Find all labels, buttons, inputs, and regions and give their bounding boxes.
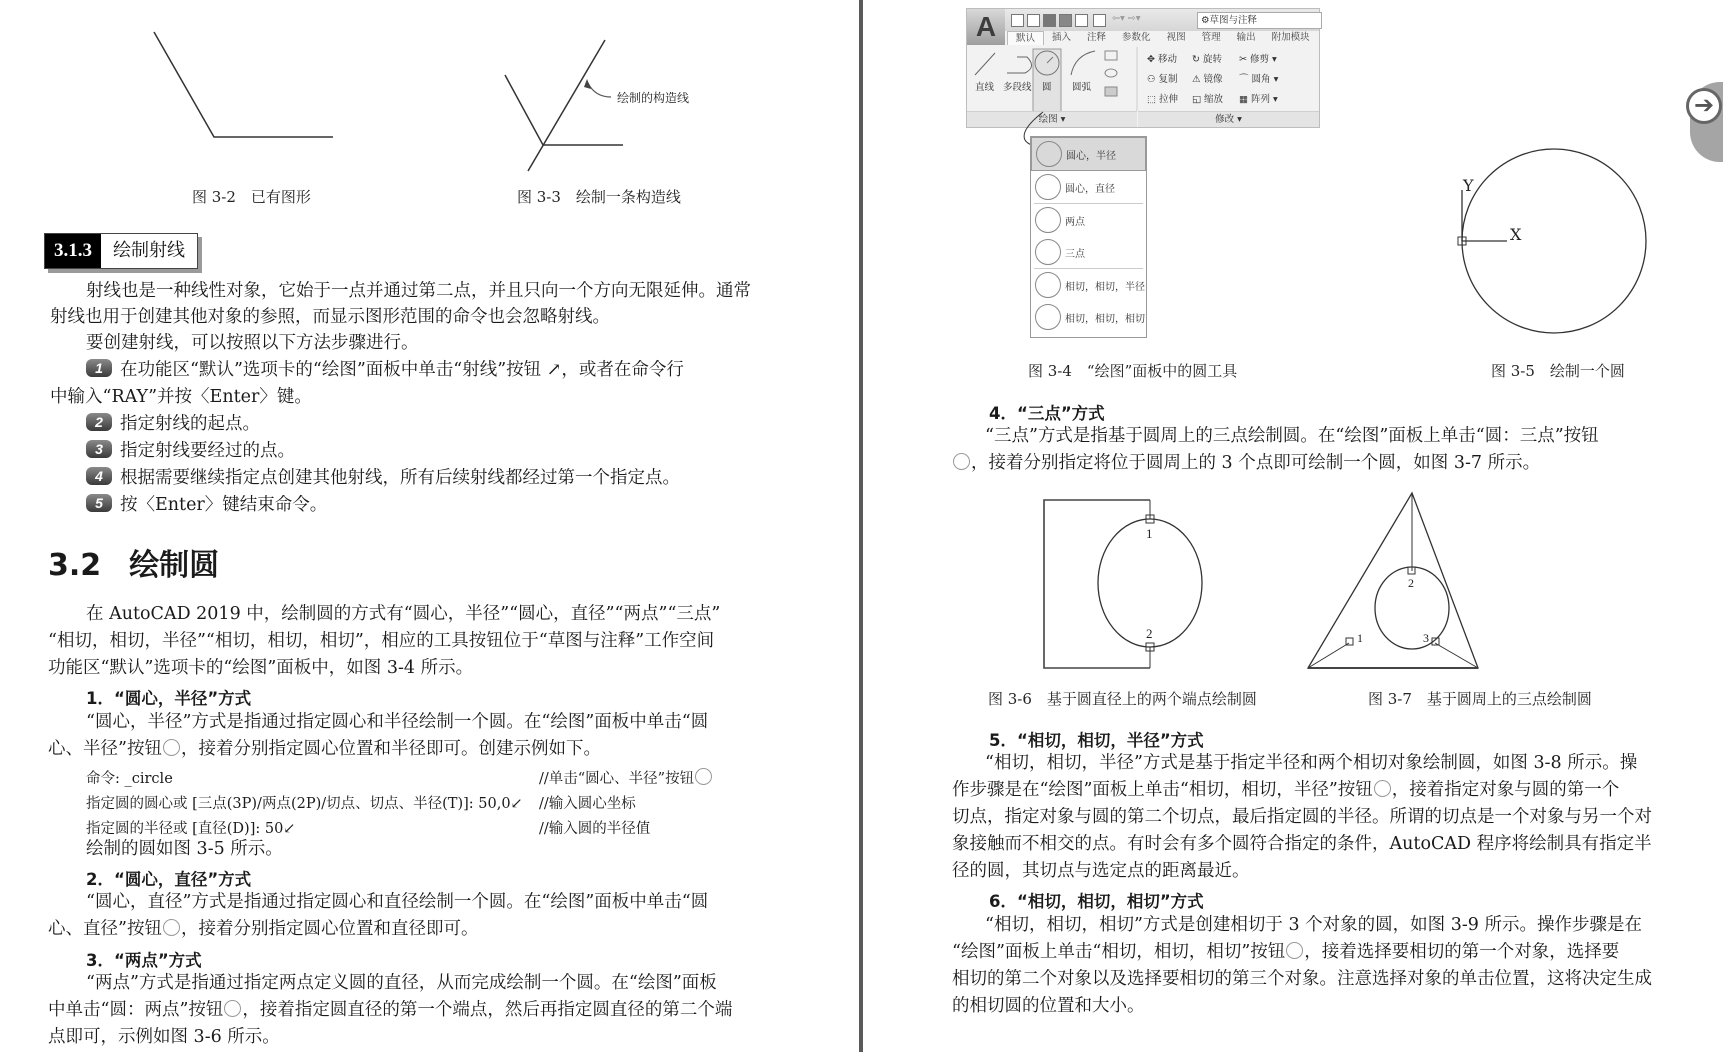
- circle-two-point-icon: [1035, 207, 1061, 233]
- figure-3-4-caption: 图 3-4 “绘图”面板中的圆工具: [1028, 362, 1238, 380]
- undo-icon: ⇦▾ ⇨▾: [1112, 13, 1141, 24]
- figure-3-2-drawing: [140, 25, 340, 145]
- menu-item-center-diameter: 圆心，直径: [1031, 171, 1146, 203]
- tab-manage: 管理: [1201, 32, 1221, 43]
- circle-dropdown-menu: [1030, 136, 1147, 338]
- section-number: 3.1.3: [45, 234, 101, 268]
- tool-polyline: 多段线: [1003, 82, 1032, 93]
- tab-insert: 插入: [1052, 32, 1072, 43]
- step-badge: 1: [86, 359, 112, 377]
- axis-x-label: X: [1510, 225, 1522, 244]
- step-3: 3 指定射线要经过的点。: [86, 438, 295, 465]
- circle-tan-tan-radius-icon: [1035, 272, 1061, 298]
- step-badge: 5: [86, 494, 112, 512]
- paragraph-line: 象接触而不相交的点。有时会有多个圆符合指定的条件，AutoCAD 程序将绘制具有指定半: [952, 834, 1652, 854]
- command-comment: //输入圆心坐标: [539, 796, 636, 812]
- tab-view: 视图: [1166, 32, 1186, 43]
- paragraph-line: “相切，相切，半径”方式是基于指定半径和两个相切对象绘制圆，如图 3-8 所示。操: [985, 753, 1638, 773]
- command-line: 指定圆的半径或 [直径(D)]: 50↙: [86, 821, 296, 837]
- paragraph-line: 心、半径”按钮 ，接着分别指定圆心位置和半径即可。创建示例如下。: [48, 739, 601, 759]
- tool-rotate: ↻ 旋转: [1192, 54, 1222, 65]
- menu-item-three-point: 三点: [1031, 236, 1146, 268]
- paragraph-line: 射线也是一种线性对象，它始于一点并通过第二点，并且只向一个方向无限延伸。通常: [86, 281, 751, 301]
- paragraph-line: 功能区“默认”选项卡的“绘图”面板中，如图 3-4 所示。: [48, 658, 474, 678]
- plot-icon: [1075, 14, 1088, 27]
- figure-3-7-caption: 图 3-7 基于圆周上的三点绘制圆: [1368, 690, 1592, 708]
- step-badge: 4: [86, 467, 112, 485]
- method-heading: 5．“相切，相切，半径”方式: [989, 731, 1204, 750]
- panel-draw-label: 绘图 ▾: [967, 111, 1137, 127]
- save-icon: [1043, 14, 1056, 27]
- paragraph-line: 中输入“RAY”并按〈Enter〉键。: [50, 387, 312, 407]
- paragraph-line: 相切的第二个对象以及选择要相切的第三个对象。注意选择对象的单击位置，这将决定生成: [952, 969, 1652, 989]
- next-page-arrow-icon[interactable]: ➔: [1686, 88, 1722, 124]
- command-line: 指定圆的圆心或 [三点(3P)/两点(2P)/切点、切点、半径(T)]: 50,0↙: [86, 796, 523, 812]
- svg-text:1: 1: [1146, 526, 1153, 541]
- circle-center-radius-icon: [1036, 141, 1062, 167]
- command-comment: //单击“圆心、半径”按钮: [539, 767, 713, 788]
- paragraph-line: 绘制的圆如图 3-5 所示。: [86, 839, 283, 859]
- tool-scale: ◱ 缩放: [1192, 94, 1224, 105]
- print-icon: [1093, 14, 1106, 27]
- step-1: 1 在功能区“默认”选项卡的“绘图”面板中单击“射线”按钮 ↗，或者在命令行: [86, 357, 684, 384]
- tool-copy: ⚇ 复制: [1147, 74, 1178, 85]
- circle-tan-tan-radius-icon: [1374, 780, 1391, 797]
- tab-default: 默认: [1007, 31, 1044, 45]
- figure-3-2-caption: 图 3-2 已有图形: [192, 188, 311, 206]
- autocad-logo: A: [967, 9, 1005, 45]
- paragraph-line: 要创建射线，可以按照以下方法步骤进行。: [86, 333, 419, 353]
- workspace-selector: ⚙草图与注释: [1197, 12, 1322, 29]
- tool-array: ▦ 阵列 ▾: [1239, 94, 1278, 105]
- open-file-icon: [1027, 14, 1040, 27]
- tool-move: ✥ 移动: [1147, 54, 1177, 65]
- section-heading-3-1-3: [44, 233, 198, 269]
- paragraph-line: 心、直径”按钮 ，接着分别指定圆心位置和直径即可。: [48, 919, 479, 939]
- paragraph-line: 切点，指定对象与圆的第二个切点，最后指定圆的半径。所谓的切点是一个对象与另一个对: [952, 807, 1652, 827]
- circle-tan-tan-tan-icon: [1035, 304, 1061, 330]
- tool-circle: 圆: [1042, 82, 1052, 93]
- tab-output: 输出: [1236, 32, 1256, 43]
- section-title: 绘制射线: [113, 240, 185, 261]
- step-4: 4 根据需要继续指定点创建其他射线，所有后续射线都经过第一个指定点。: [86, 465, 680, 492]
- step-5: 5 按〈Enter〉键结束命令。: [86, 492, 327, 519]
- paragraph-line: 径的圆，其切点与选定点的距离最近。: [952, 861, 1250, 881]
- figure-3-7-drawing: [1305, 485, 1505, 675]
- method-heading: 1．“圆心，半径”方式: [86, 689, 252, 708]
- command-comment: //输入圆的半径值: [539, 821, 651, 837]
- chapter-heading-3-2: 3.2 绘制圆: [48, 548, 220, 583]
- paragraph-line: 点即可，示例如图 3-6 所示。: [48, 1027, 280, 1047]
- axis-y-label: Y: [1463, 176, 1474, 195]
- figure-3-5-caption: 图 3-5 绘制一个圆: [1491, 362, 1625, 380]
- tool-fillet: ⌒ 圆角 ▾: [1239, 74, 1279, 85]
- menu-item-tan-tan-radius: 相切，相切，半径: [1031, 269, 1146, 301]
- paragraph-line: “相切，相切，相切”方式是创建相切于 3 个对象的圆，如图 3-9 所示。操作步骤是在: [985, 915, 1642, 935]
- paragraph-line: “相切，相切，半径”“相切，相切，相切”，相应的工具按钮位于“草图与注释”工作空间: [48, 631, 715, 651]
- svg-text:2: 2: [1408, 576, 1414, 590]
- tool-trim: ✂ 修剪 ▾: [1239, 54, 1277, 65]
- paragraph-line: “三点”方式是指基于圆周上的三点绘制圆。在“绘图”面板上单击“圆：三点”按钮: [985, 426, 1599, 446]
- tool-arc: 圆弧: [1072, 82, 1092, 93]
- figure-3-3-annotation: 绘制的构造线: [617, 91, 690, 105]
- paragraph-line: “圆心，直径”方式是指通过指定圆心和直径绘制一个圆。在“绘图”面板中单击“圆: [86, 892, 709, 912]
- paragraph-line: 作步骤是在“绘图”面板上单击“相切，相切，半径”按钮 ，接着指定对象与圆的第一个: [952, 780, 1620, 800]
- left-page: [0, 0, 858, 1052]
- circle-center-diameter-icon: [1035, 174, 1061, 200]
- menu-item-two-point: 两点: [1031, 204, 1146, 236]
- paragraph-line: 在 AutoCAD 2019 中，绘制圆的方式有“圆心，半径”“圆心，直径”“两点”“三点”: [86, 604, 721, 624]
- paragraph-line: “绘图”面板上单击“相切，相切，相切”按钮 ，接着选择要相切的第一个对象，选择要: [952, 942, 1620, 962]
- paragraph-line: “两点”方式是指通过指定两点定义圆的直径，从而完成绘制一个圆。在“绘图”面板: [86, 973, 717, 993]
- circle-center-diameter-icon: [163, 919, 180, 936]
- command-line: 命令: _circle: [86, 771, 173, 787]
- circle-tan-tan-tan-icon: [1286, 942, 1303, 959]
- tool-mirror: ⚠ 镜像: [1192, 74, 1223, 85]
- tab-annotate: 注释: [1087, 32, 1107, 43]
- svg-text:1: 1: [1357, 631, 1363, 645]
- paragraph-line: ，接着分别指定将位于圆周上的 3 个点即可绘制一个圆，如图 3-7 所示。: [952, 450, 1540, 477]
- figure-3-3-caption: 图 3-3 绘制一条构造线: [517, 188, 681, 206]
- figure-3-6-drawing: [1030, 490, 1230, 675]
- method-heading: 4．“三点”方式: [989, 404, 1105, 423]
- circle-center-radius-icon: [163, 739, 180, 756]
- circle-two-point-icon: [224, 1000, 241, 1017]
- figure-3-6-caption: 图 3-6 基于圆直径上的两个端点绘制圆: [988, 690, 1257, 708]
- save-as-icon: [1059, 14, 1072, 27]
- tool-stretch: ⬚ 拉伸: [1147, 94, 1179, 105]
- circle-center-radius-icon: [695, 768, 712, 785]
- step-2: 2 指定射线的起点。: [86, 411, 260, 438]
- paragraph-line: “圆心，半径”方式是指通过指定圆心和半径绘制一个圆。在“绘图”面板中单击“圆: [86, 712, 709, 732]
- svg-text:2: 2: [1146, 626, 1153, 641]
- circle-three-point-icon: [953, 453, 970, 470]
- step-badge: 3: [86, 440, 112, 458]
- method-heading: 6．“相切，相切，相切”方式: [989, 892, 1204, 911]
- paragraph-line: 射线也用于创建其他对象的参照，而显示图形范围的命令也会忽略射线。: [50, 307, 610, 327]
- ribbon-tabs: [1007, 31, 1318, 45]
- new-file-icon: [1011, 14, 1024, 27]
- tool-line: 直线: [975, 82, 995, 93]
- panel-modify-label: 修改 ▾: [1138, 111, 1319, 127]
- step-badge: 2: [86, 413, 112, 431]
- menu-item-tan-tan-tan: 相切，相切，相切: [1031, 301, 1146, 333]
- page-divider: [859, 0, 863, 1052]
- menu-item-center-radius: 圆心，半径: [1031, 137, 1146, 171]
- tab-parametric: 参数化: [1122, 32, 1151, 43]
- svg-text:3: 3: [1423, 631, 1429, 645]
- method-heading: 3．“两点”方式: [86, 951, 202, 970]
- circle-three-point-icon: [1035, 239, 1061, 265]
- paragraph-line: 的相切圆的位置和大小。: [952, 996, 1145, 1016]
- figure-3-5-drawing: [1440, 140, 1660, 340]
- method-heading: 2．“圆心，直径”方式: [86, 870, 252, 889]
- tab-addins: 附加模块: [1271, 32, 1310, 43]
- paragraph-line: 中单击“圆：两点”按钮 ，接着指定圆直径的第一个端点，然后再指定圆直径的第二个端: [48, 1000, 733, 1020]
